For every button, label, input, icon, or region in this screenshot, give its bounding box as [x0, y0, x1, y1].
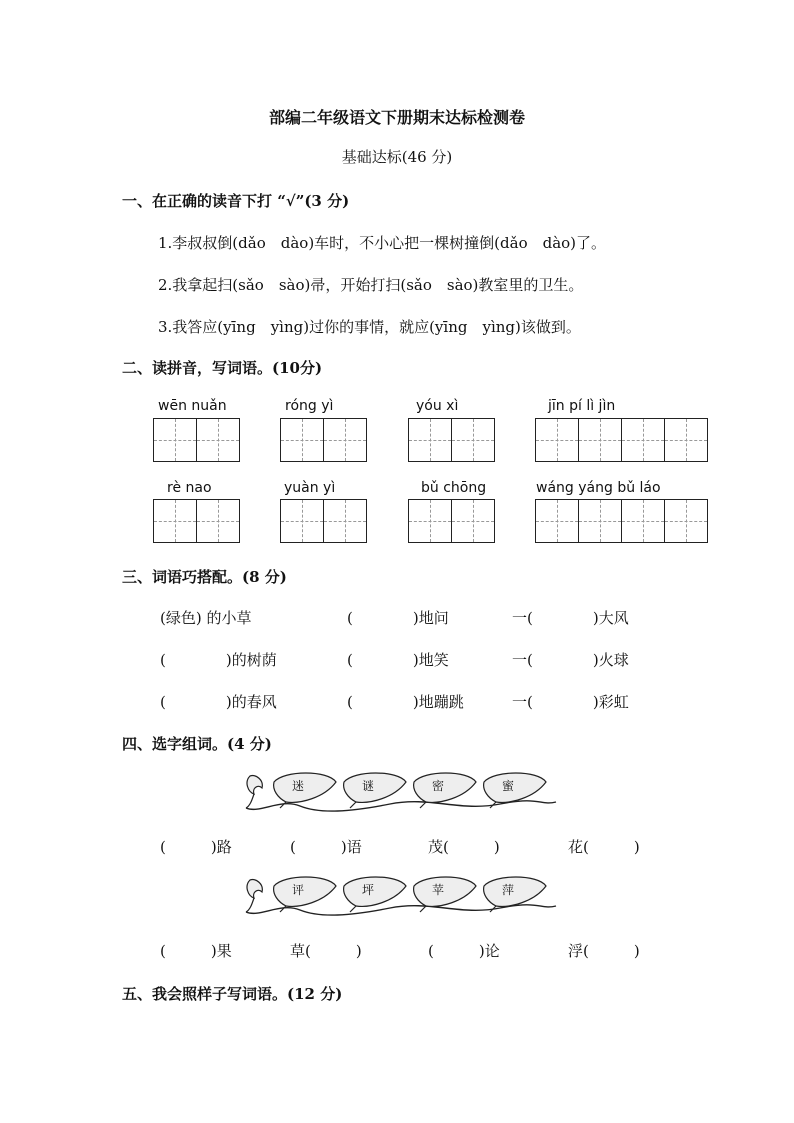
pinyin-label: yuàn yì: [284, 480, 336, 496]
match-item: 一( )大风: [512, 609, 629, 627]
pinyin-label: jīn pí lì jìn: [548, 398, 616, 414]
section-4-heading: 四、选字组词。(4 分): [122, 735, 272, 753]
match-item: 一( )火球: [512, 651, 629, 669]
s1-item-1: 1.李叔叔倒(dǎo dào)车时，不小心把一棵树撞倒(dǎo dào)了。: [158, 234, 607, 252]
word-blank: 草( ): [290, 942, 362, 960]
writing-grid[interactable]: [280, 499, 367, 543]
ginkgo-leaf-icon: [484, 773, 546, 808]
writing-grid[interactable]: [408, 499, 495, 543]
leaf-char: 迷: [291, 779, 305, 793]
grid-cell[interactable]: [621, 499, 665, 543]
match-item: (绿色) 的小草: [160, 609, 252, 627]
leaf-char: 苹: [431, 883, 445, 897]
leaf-char: 评: [291, 883, 305, 897]
word-blank: ( )论: [428, 942, 500, 960]
match-item: ( )地蹦跳: [347, 693, 464, 711]
s1-item-2: 2.我拿起扫(sǎo sào)帚，开始打扫(sǎo sào)教室里的卫生。: [158, 276, 584, 294]
leaf-vine-1: [240, 768, 560, 816]
leaf-char: 坪: [361, 883, 375, 897]
s1-item-3: 3.我答应(yīng yìng)过你的事情，就应(yīng yìng)该做到。: [158, 318, 581, 336]
section-2-heading: 二、读拼音，写词语。(10分): [122, 359, 323, 377]
grid-cell[interactable]: [451, 499, 495, 543]
match-item: ( )地问: [347, 609, 449, 627]
grid-cell[interactable]: [153, 499, 197, 543]
writing-grid[interactable]: [535, 499, 708, 543]
match-item: ( )的树荫: [160, 651, 277, 669]
writing-grid[interactable]: [408, 418, 495, 462]
grid-cell[interactable]: [323, 499, 367, 543]
leaf-char: 密: [431, 779, 445, 793]
word-blank: ( )路: [160, 838, 232, 856]
writing-grid[interactable]: [153, 418, 240, 462]
grid-cell[interactable]: [664, 499, 708, 543]
grid-cell[interactable]: [196, 499, 240, 543]
leaf-char: 萍: [501, 883, 515, 897]
grid-cell[interactable]: [578, 499, 622, 543]
match-item: 一( )彩虹: [512, 693, 629, 711]
pinyin-label: róng yì: [285, 398, 334, 414]
word-blank: 花( ): [568, 838, 640, 856]
writing-grid[interactable]: [280, 418, 367, 462]
grid-cell[interactable]: [578, 418, 622, 462]
grid-cell[interactable]: [196, 418, 240, 462]
leaf-char: 谜: [361, 779, 375, 793]
page-subtitle: 基础达标(46 分): [341, 148, 453, 166]
grid-cell[interactable]: [664, 418, 708, 462]
pinyin-label: rè nao: [167, 480, 212, 496]
section-3-heading: 三、词语巧搭配。(8 分): [122, 568, 287, 586]
grid-cell[interactable]: [323, 418, 367, 462]
grid-cell[interactable]: [451, 418, 495, 462]
word-blank: 浮( ): [568, 942, 640, 960]
ginkgo-leaf-icon: [274, 877, 336, 912]
leaf-vine-2: [240, 872, 560, 920]
word-blank: 茂( ): [428, 838, 500, 856]
match-item: ( )的春风: [160, 693, 277, 711]
page-title: 部编二年级语文下册期末达标检测卷: [268, 108, 525, 127]
word-blank: ( )果: [160, 942, 232, 960]
flower-icon: [246, 880, 262, 912]
pinyin-label: wēn nuǎn: [158, 398, 227, 414]
grid-cell[interactable]: [153, 418, 197, 462]
match-item: ( )地笑: [347, 651, 449, 669]
word-blank: ( )语: [290, 838, 362, 856]
ginkgo-leaf-icon: [414, 877, 476, 912]
grid-cell[interactable]: [408, 418, 452, 462]
grid-cell[interactable]: [408, 499, 452, 543]
ginkgo-leaf-icon: [414, 773, 476, 808]
pinyin-label: bǔ chōng: [421, 480, 487, 496]
grid-cell[interactable]: [535, 418, 579, 462]
pinyin-label: yóu xì: [416, 398, 459, 414]
flower-icon: [246, 776, 262, 808]
pinyin-label: wáng yáng bǔ láo: [536, 480, 661, 496]
section-1-heading: 一、在正确的读音下打 “√”(3 分): [122, 192, 350, 210]
writing-grid[interactable]: [153, 499, 240, 543]
grid-cell[interactable]: [280, 418, 324, 462]
section-5-heading: 五、我会照样子写词语。(12 分): [122, 985, 343, 1003]
grid-cell[interactable]: [535, 499, 579, 543]
leaf-char: 蜜: [501, 779, 515, 793]
ginkgo-leaf-icon: [484, 877, 546, 912]
grid-cell[interactable]: [280, 499, 324, 543]
grid-cell[interactable]: [621, 418, 665, 462]
writing-grid[interactable]: [535, 418, 708, 462]
ginkgo-leaf-icon: [274, 773, 336, 808]
